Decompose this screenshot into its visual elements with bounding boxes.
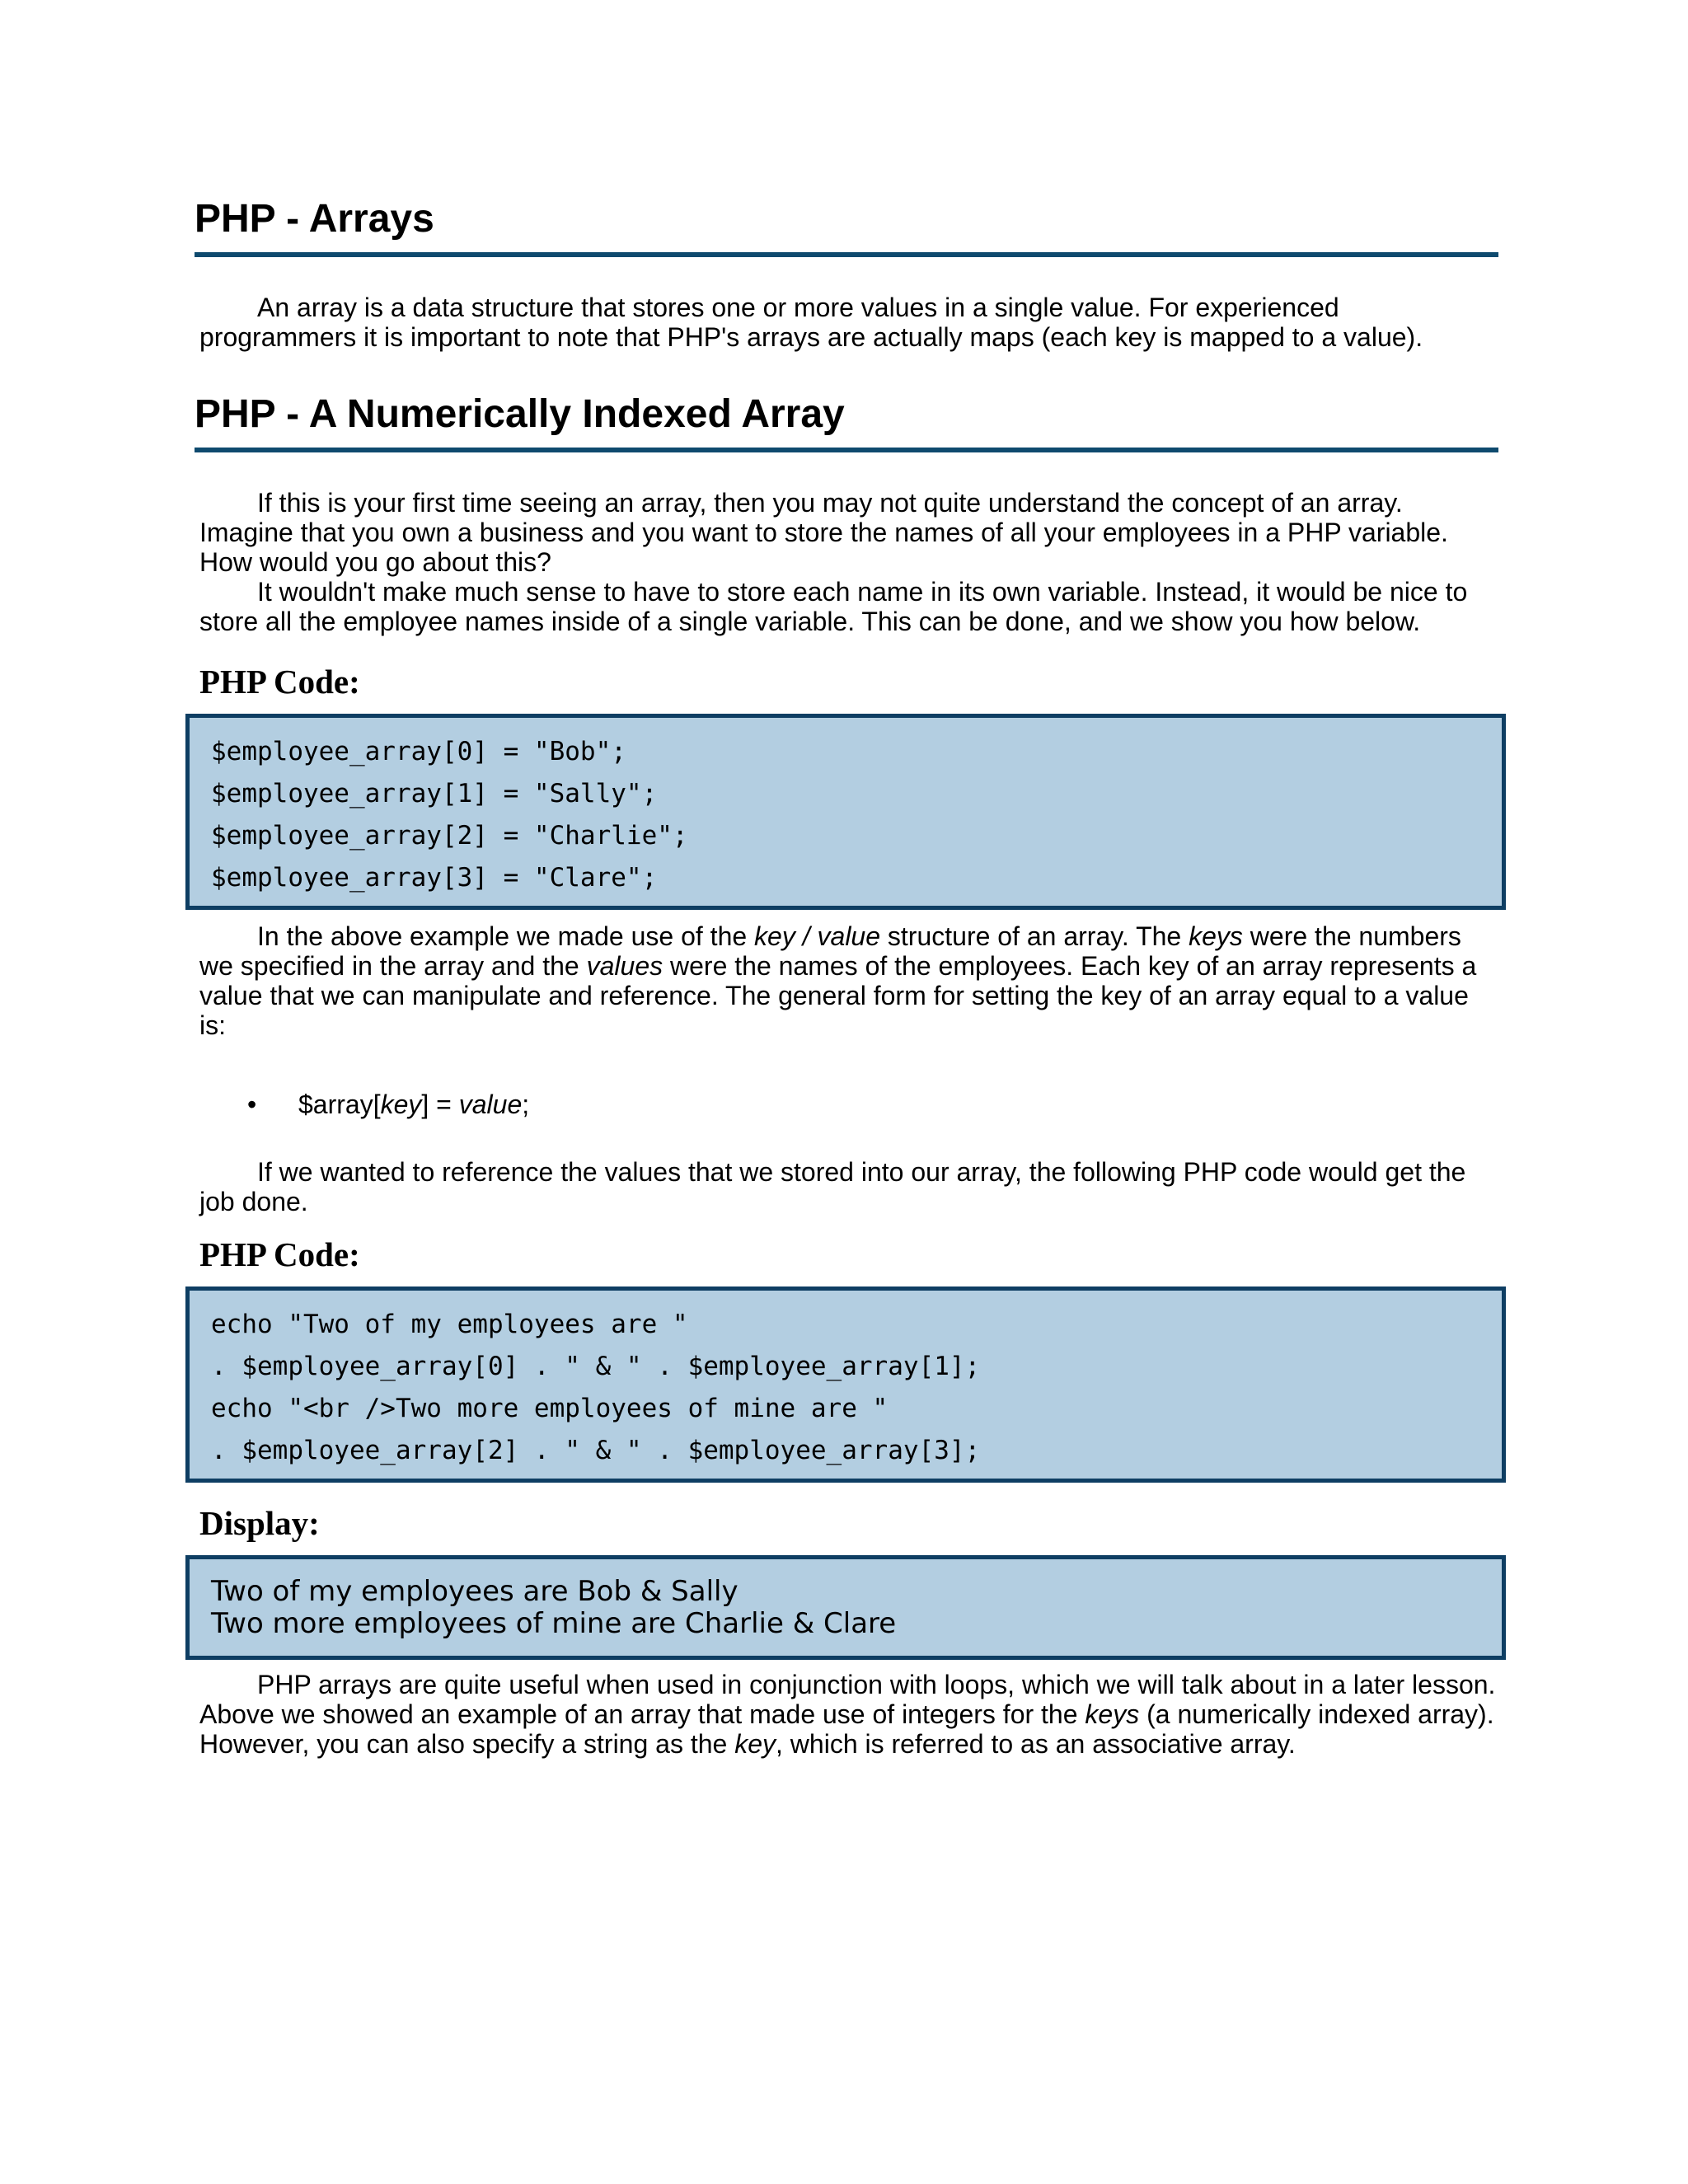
display-label: Display:	[199, 1504, 320, 1542]
code-block-2	[185, 1286, 1506, 1483]
display-line: Two more employees of mine are Charlie & Clare	[211, 1607, 897, 1640]
code-label-2: PHP Code:	[199, 1235, 360, 1273]
display-line: Two of my employees are Bob & Sally	[211, 1575, 738, 1608]
heading-numerically-indexed-array: PHP - A Numerically Indexed Array	[195, 390, 1498, 452]
paragraph-first-time: If this is your first time seeing an array, then you may not quite understand the concept of an array. Imagine that you own a business and you want to store the names of all your employees in a PHP variable. How would you go about this?	[199, 488, 1448, 577]
paragraph-single-variable: It wouldn't make much sense to have to store each name in its own variable. Instead, it would be nice to store all the employee names inside of a single variable. This can be done, and we show you how below.	[199, 577, 1468, 636]
heading-php-arrays: PHP - Arrays	[195, 194, 1498, 257]
code-line: $employee_array[3] = "Clare";	[211, 863, 658, 893]
paragraph-key-value: In the above example we made use of the key / value structure of an array. The keys were the numbers we specified in the array and the values were the names of the employees. Each key of an array represents a value that we can manipulate and reference. The general form for setting the key of an array equal to a value is:	[199, 921, 1477, 1040]
code-line: $employee_array[0] = "Bob";	[211, 737, 626, 766]
code-line: echo "Two of my employees are "	[211, 1310, 688, 1339]
display-output-box	[185, 1555, 1506, 1660]
bullet-general-form: • $array[key] = value;	[247, 1090, 530, 1119]
code-line: $employee_array[1] = "Sally";	[211, 779, 658, 808]
paragraph-reference-values: If we wanted to reference the values that we stored into our array, the following PHP code would get the job done.	[199, 1157, 1466, 1216]
code-line: . $employee_array[0] . " & " . $employee_array[1];	[211, 1352, 981, 1381]
code-label-1: PHP Code:	[199, 663, 360, 701]
bullet-marker: •	[247, 1090, 257, 1119]
code-line: $employee_array[2] = "Charlie";	[211, 821, 688, 851]
code-line: . $employee_array[2] . " & " . $employee_array[3];	[211, 1436, 981, 1465]
code-line: echo "<br />Two more employees of mine are "	[211, 1394, 889, 1423]
paragraph-loops: PHP arrays are quite useful when used in conjunction with loops, which we will talk about in a later lesson. Above we showed an example of an array that made use of integers for the keys (a numerically indexed array). However, you can also specify a string as the key, which is referred to as an associative array.	[199, 1670, 1496, 1759]
code-block-1	[185, 714, 1506, 910]
intro-paragraph: An array is a data structure that stores one or more values in a single value. For experienced programmers it is important to note that PHP's arrays are actually maps (each key is mapped to a value).	[199, 293, 1423, 352]
